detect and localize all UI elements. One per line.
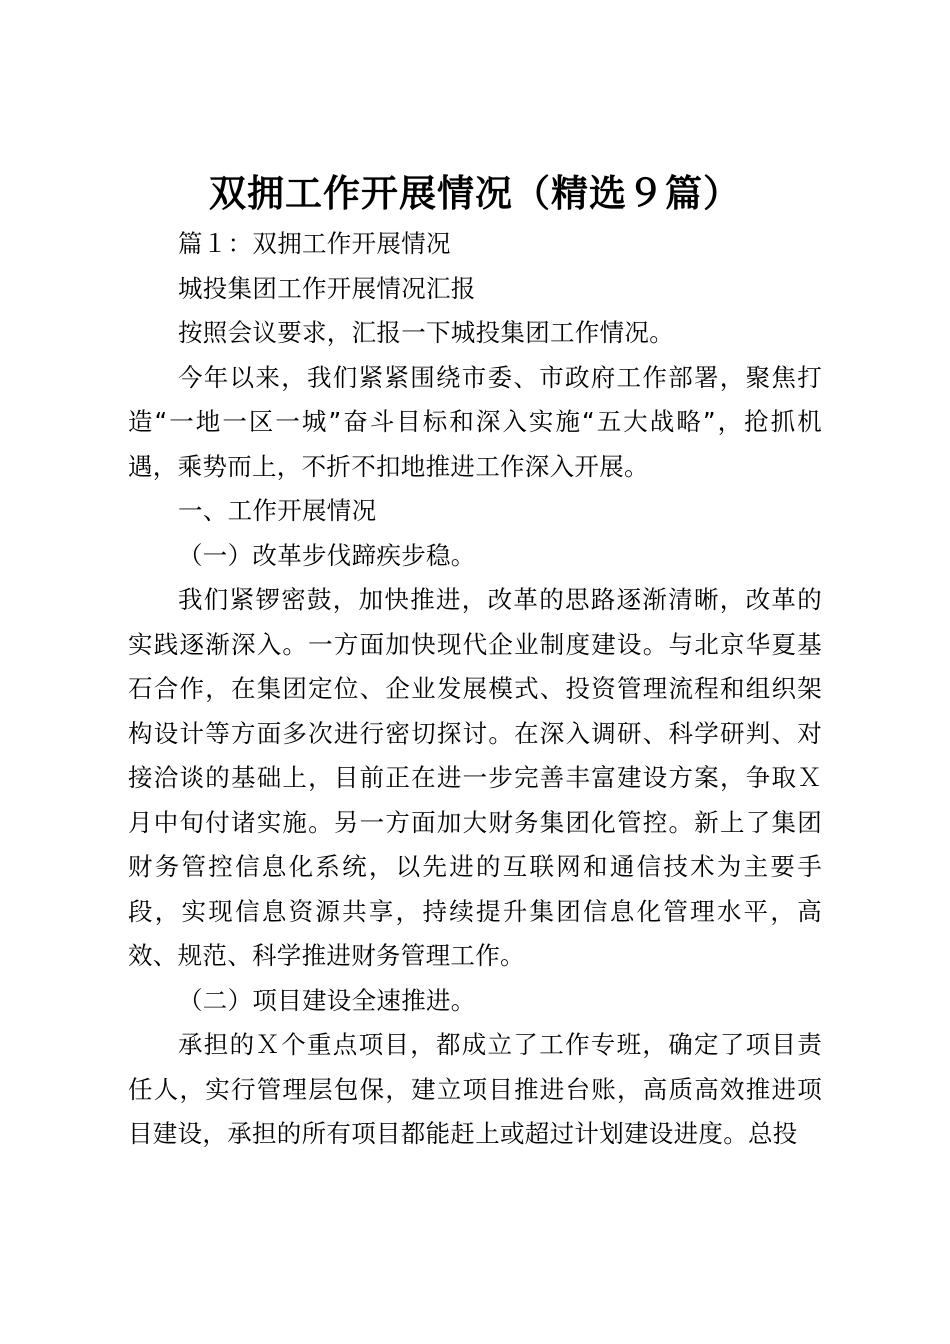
sub-heading: （二）项目建设全速推进。 [178,985,476,1015]
paragraph: 按照会议要求，汇报一下城投集团工作情况。 [178,318,674,347]
report-title: 城投集团工作开展情况汇报 [178,273,476,303]
section-heading: 一、工作开展情况 [178,496,377,525]
document-body [128,222,822,1157]
sub-heading: （一）改革步伐蹄疾步稳。 [178,540,476,570]
paragraph: 承担的Ｘ个重点项目，都成立了工作专班，确定了项目责任人，实行管理层包保，建立项目推进台账，高质高效推进项目建设，承担的所有项目都能赶上或超过计划建设进度。总投 [128,1030,822,1148]
paragraph: 我们紧锣密鼓，加快推进，改革的思路逐渐清晰，改革的实践逐渐深入。一方面加快现代企业制度建设。与北京华夏基石合作，在集团定位、企业发展模式、投资管理流程和组织架构设计等方面多次进行密切探讨。在深入调研、科学研判、对接洽谈的基础上，目前正在进一步完善丰富建设方案，争取Ｘ月中旬付诸实施。另一方面加大财务集团化管控。新上了集团财务管控信息化系统，以先进的互联网和通信技术为主要手段，实现信息资源共享，持续提升集团信息化管理水平，高效、规范、科学推进财务管理工作。 [128,585,822,970]
section-label: 篇１：双拥工作开展情况 [178,229,451,258]
document-title: 双拥工作开展情况（精选９篇） [209,172,741,215]
paragraph: 今年以来，我们紧紧围绕市委、市政府工作部署，聚焦打造“一地一区一城”奋斗目标和深入实施“五大战略”，抢抓机遇，乘势而上，不折不扣地推进工作深入开展。 [128,362,822,481]
